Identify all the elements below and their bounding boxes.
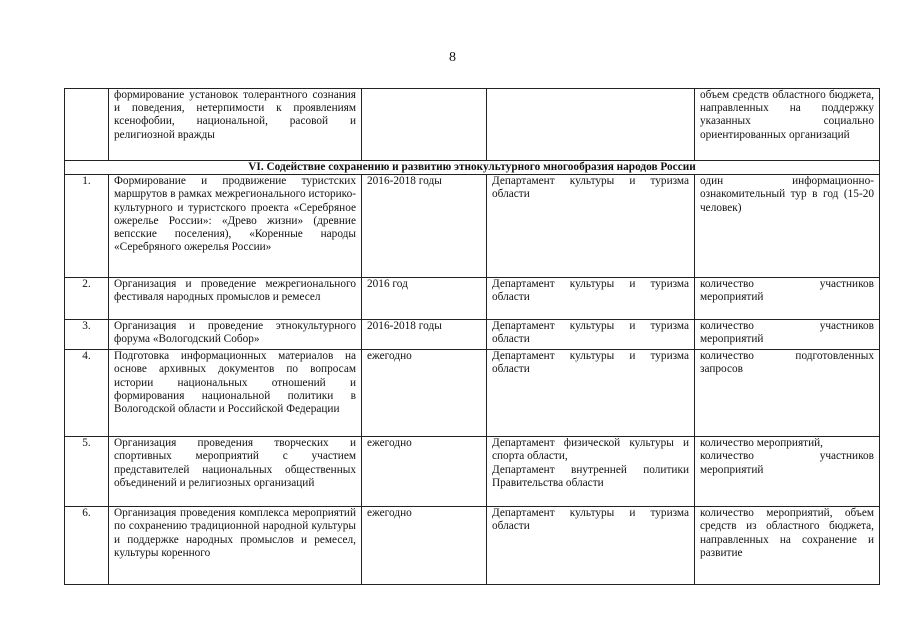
period-cell: 2016-2018 годы (362, 320, 487, 350)
row-number-cell (65, 89, 109, 161)
indicator-cell: объем средств областного бюджета, направленных на поддержку указанных социально ориентированных организаций (695, 89, 880, 161)
measure-name-cell: Организация и проведение межрегионального фестиваля народных промыслов и ремесел (109, 278, 362, 320)
row-number-cell: 1. (65, 175, 109, 278)
section-heading-row (65, 161, 880, 175)
measure-name-cell: Организация и проведение этнокультурного форума «Вологодский Собор» (109, 320, 362, 350)
section-title: VI. Содействие сохранению и развитию этнокультурного многообразия народов России (65, 161, 880, 175)
executor-cell: Департамент культуры и туризма области (487, 320, 695, 350)
period-cell: ежегодно (362, 350, 487, 437)
row-number-cell: 4. (65, 350, 109, 437)
row-number-cell: 2. (65, 278, 109, 320)
table-row (65, 278, 880, 320)
measure-name-cell: Организация проведения комплекса мероприятий по сохранению традиционной народной культуры и поддержке народных промыслов и ремесел, культуры коренного (109, 507, 362, 585)
indicator-cell (695, 437, 880, 507)
row-number-cell: 5. (65, 437, 109, 507)
row-number-cell: 6. (65, 507, 109, 585)
indicator-cell: количество подготовленных запросов (695, 350, 880, 437)
executor-cell: Департамент культуры и туризма области (487, 350, 695, 437)
program-table (64, 88, 880, 585)
measure-name-cell: Формирование и продвижение туристских маршрутов в рамках межрегионального историко-культурного и туристского проекта «Серебряное ожерелье России»: «Древо жизни» (древние вепсские поселения), «Коренные народы «Серебряного ожерелья России» (109, 175, 362, 278)
executor-cell: Департамент культуры и туризма области (487, 507, 695, 585)
indicator-cell: количество участников мероприятий (695, 278, 880, 320)
measure-name-cell: Подготовка информационных материалов на основе архивных документов по вопросам истории национальных отношений и формирования национальной политики в Вологодской области и Российской Федерации (109, 350, 362, 437)
period-cell: 2016 год (362, 278, 487, 320)
table-row (65, 350, 880, 437)
measure-name-cell: формирование установок толерантного сознания и поведения, нетерпимости к проявлениям ксенофобии, национальной, расовой и религиозной вражды (109, 89, 362, 161)
table-row (65, 175, 880, 278)
period-cell: ежегодно (362, 507, 487, 585)
executor-cell (487, 437, 695, 507)
measure-name-cell: Организация проведения творческих и спортивных мероприятий с участием представителей национальных общественных объединений и религиозных организаций (109, 437, 362, 507)
indicator-line: количество мероприятий, (700, 437, 824, 450)
executor-cell (487, 89, 695, 161)
executor-cell: Департамент культуры и туризма области (487, 278, 695, 320)
table-row (65, 320, 880, 350)
executor-line: Департамент внутренней политики Правительства области (492, 463, 689, 489)
executor-cell: Департамент культуры и туризма области (487, 175, 695, 278)
indicator-cell: количество мероприятий, объем средств из областного бюджета, направленных на сохранение и развитие (695, 507, 880, 585)
period-cell: 2016-2018 годы (362, 175, 487, 278)
indicator-line: количество участников мероприятий (700, 450, 874, 476)
period-cell (362, 89, 487, 161)
indicator-cell: один информационно-ознакомительный тур в год (15-20 человек) (695, 175, 880, 278)
table-row-carryover (65, 89, 880, 161)
table-row (65, 437, 880, 507)
indicator-cell: количество участников мероприятий (695, 320, 880, 350)
row-number-cell: 3. (65, 320, 109, 350)
period-cell: ежегодно (362, 437, 487, 507)
executor-line: Департамент физической культуры и спорта области, (492, 437, 689, 463)
table-row (65, 507, 880, 585)
page-number: 8 (449, 50, 456, 65)
